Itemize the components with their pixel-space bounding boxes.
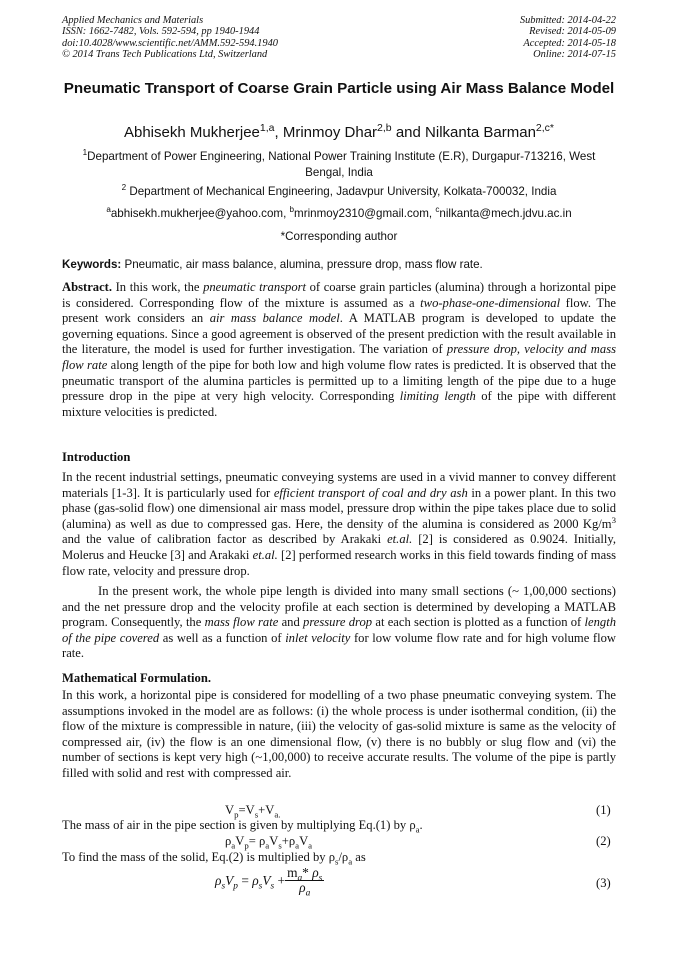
eq-sub: a bbox=[295, 840, 300, 851]
eq-sub: a bbox=[308, 840, 313, 851]
eq-symbol: +V bbox=[258, 803, 275, 817]
author-list bbox=[62, 124, 616, 142]
eq-symbol: V bbox=[225, 803, 235, 817]
author-separator: and bbox=[391, 124, 426, 141]
abstract-text: of coarse grain particles (alumina) through a horizontal pipe is considered. Corresponding flow of the mixture is assumed as a bbox=[62, 280, 616, 310]
eq-symbol: ρ bbox=[299, 880, 306, 895]
formulation-text-3 bbox=[62, 850, 616, 866]
abstract-emphasis: air mass balance model bbox=[209, 311, 340, 326]
eq-symbol: V bbox=[269, 834, 279, 848]
doi: doi:10.4028/www.scientific.net/AMM.592-594.1940 bbox=[62, 37, 278, 49]
eq-symbol: V bbox=[225, 873, 234, 888]
abstract-emphasis: limiting length bbox=[399, 389, 476, 404]
eq-sub: s bbox=[221, 881, 226, 892]
body-emphasis: efficient transport of coal and dry ash bbox=[273, 485, 468, 500]
eq-symbol: +ρ bbox=[281, 834, 296, 848]
body-emphasis: mass flow rate bbox=[204, 615, 279, 630]
eq-symbol: + bbox=[274, 873, 286, 888]
eq-fraction bbox=[285, 865, 324, 899]
section-heading-introduction: Introduction bbox=[62, 450, 131, 464]
abstract-text: along length of the pipe for both low and high volume flow rates is predicted. It is observed that the pneumatic transport of the alumina particles is permitted up to a limiting length of the pipe due to a huge pressure drop in the pipe at very high velocity. Corresponding bbox=[62, 357, 616, 404]
author-name: Mrinmoy Dhar bbox=[282, 124, 378, 141]
body-text: as well as a function of bbox=[159, 630, 286, 645]
eq-symbol: * bbox=[302, 865, 313, 880]
eq-sub: s bbox=[278, 840, 282, 851]
body-text: In the present work, the whole pipe length is divided into many small sections (~ 1,00,000 sections) and the net pressure drop and the velocity profile at each section is determined by developing a MATLAB program. Consequently, the bbox=[62, 584, 616, 630]
author-sup: 2,c* bbox=[535, 122, 555, 134]
equation-number: (1) bbox=[596, 803, 611, 817]
eq-sub: a bbox=[415, 824, 420, 835]
section-heading-formulation: Mathematical Formulation. bbox=[62, 671, 211, 685]
affiliation-number: 1 bbox=[82, 148, 88, 158]
author-sup: 2,b bbox=[377, 122, 392, 134]
author-emails bbox=[62, 206, 616, 222]
affiliation-text: Department of Mechanical Engineering, Jadavpur University, Kolkata-700032, India bbox=[126, 185, 557, 198]
email-link[interactable]: nilkanta@mech.jdvu.ac.in bbox=[439, 207, 572, 220]
eq-numerator bbox=[285, 865, 324, 884]
abstract-label: Abstract. bbox=[62, 280, 113, 294]
corresponding-author: *Corresponding author bbox=[280, 230, 398, 243]
affiliation-number: 2 bbox=[121, 183, 127, 193]
eq-sub: p bbox=[244, 840, 249, 851]
body-emphasis: et.al. bbox=[387, 532, 413, 547]
email-link[interactable]: mrinmoy2310@gmail.com, bbox=[294, 207, 436, 220]
abstract bbox=[62, 280, 616, 420]
eq-sub: s bbox=[258, 881, 263, 892]
body-text: The mass of air in the pipe section is given by multiplying Eq.(1) by ρ bbox=[62, 818, 416, 832]
eq-sub: s bbox=[254, 809, 259, 820]
submitted-date: Submitted: 2014-04-22 bbox=[519, 15, 616, 26]
online-date: Online: 2014-07-15 bbox=[533, 49, 616, 61]
eq-symbol: m bbox=[287, 865, 298, 880]
eq-sub: a bbox=[265, 840, 270, 851]
eq-symbol: = bbox=[237, 873, 253, 888]
eq-symbol: = ρ bbox=[248, 834, 266, 848]
eq-sub: a bbox=[231, 840, 236, 851]
eq-symbol: V bbox=[262, 873, 271, 888]
equation-number: (2) bbox=[596, 834, 611, 848]
author-name: Abhisekh Mukherjee bbox=[123, 124, 260, 141]
email-sup: c bbox=[435, 205, 440, 215]
journal-name: Applied Mechanics and Materials bbox=[62, 15, 204, 26]
accepted-date: Accepted: 2014-05-18 bbox=[523, 37, 616, 49]
eq-sub: p bbox=[233, 881, 238, 892]
eq-symbol: ρ bbox=[312, 865, 319, 880]
paper-title: Pneumatic Transport of Coarse Grain Particle using Air Mass Balance Model bbox=[63, 80, 615, 97]
author-sup: 1,a bbox=[259, 122, 275, 134]
body-text: in a power plant. In this two phase (gas-solid flow) one dimensional air mass model, pressure drop within the pipe takes place due to solid (alumina) as well as due to compressed gas. Here, the density of the alumina is considered as 2000 Kg/m bbox=[62, 485, 616, 531]
abstract-emphasis: pressure drop, velocity and mass flow rate bbox=[62, 342, 616, 372]
introduction-paragraph-2 bbox=[62, 584, 616, 662]
eq-sub: s bbox=[270, 881, 275, 892]
email-sup: a bbox=[106, 205, 111, 215]
eq-sub: s bbox=[318, 873, 323, 884]
eq-symbol: ρ bbox=[225, 834, 232, 848]
body-text: /ρ bbox=[338, 850, 349, 864]
abstract-text: flow. The present work considers an bbox=[62, 295, 616, 326]
body-text: and the value of calibration factor as described by Arakaki bbox=[62, 532, 388, 547]
body-text: . bbox=[419, 818, 423, 832]
body-text: for low volume flow rate and for high volume flow rate. bbox=[62, 630, 616, 661]
eq-symbol: ρ bbox=[252, 873, 259, 888]
issn: ISSN: 1662-7482, Vols. 592-594, pp 1940-1944 bbox=[62, 26, 260, 38]
body-text: [2] is considered as 0.9024. Initially, Molerus and Heucke [3] and Arakaki bbox=[62, 532, 616, 562]
copyright: © 2014 Trans Tech Publications Ltd, Switzerland bbox=[62, 49, 268, 61]
body-text: To find the mass of the solid, Eq.(2) is multiplied by ρ bbox=[62, 850, 335, 864]
abstract-text: . A MATLAB program is developed to update the governing equations. Since a good agreement is observed of the present prediction with the result available in the literature, the model is used for further investigation. The variation of bbox=[62, 311, 616, 357]
keywords-label: Keywords: bbox=[62, 258, 122, 271]
body-emphasis: pressure drop bbox=[303, 615, 373, 630]
eq-sub: a bbox=[305, 888, 311, 899]
author-separator: , bbox=[274, 124, 283, 141]
eq-sub: p bbox=[234, 809, 239, 820]
abstract-emphasis: pneumatic transport bbox=[203, 280, 307, 294]
body-text: In the recent industrial settings, pneumatic conveying systems are used in a vivid manner to convey different materials [1-3]. It is particularly used for bbox=[62, 470, 616, 500]
affiliation-text: Department of Power Engineering, National Power Training Institute (E.R), Durgapur-713216, West Bengal, India bbox=[87, 150, 596, 179]
eq-symbol: V bbox=[235, 834, 245, 848]
body-text: [2] performed research works in this field towards finding of mass flow rate, velocity and pressure drop. bbox=[62, 547, 616, 578]
journal-header-right bbox=[520, 15, 616, 61]
author-name: Nilkanta Barman bbox=[425, 124, 536, 141]
eq-symbol: ρ bbox=[215, 873, 222, 888]
equation-3 bbox=[215, 865, 324, 899]
journal-header-left bbox=[62, 15, 278, 61]
affiliation-1 bbox=[62, 149, 616, 180]
body-text: at each section is plotted as a function of bbox=[372, 615, 585, 630]
body-text: as bbox=[352, 850, 366, 864]
equation-2 bbox=[225, 834, 312, 849]
eq-symbol: V bbox=[299, 834, 309, 848]
formulation-paragraph: In this work, a horizontal pipe is considered for modelling of a two phase pneumatic conveying system. The assumptions invoked in the model are as follows: (i) the whole process is under isothermal condition, (ii) the flow of the mixture is compressible in nature, (iii) the velocity of gas-solid mixture is same as the velocity of compressed air, (iv) the flow is an one dimensional flow, (v) there is no bubbly or slug flow and (vi) the number of sections is kept very high (~1,00,000) to receive accurate results. The volume of the pipe is partly filled with solid and rest with compressed air. bbox=[62, 688, 616, 780]
body-emphasis: length of the pipe covered bbox=[62, 615, 617, 645]
eq-sub: a. bbox=[274, 809, 281, 820]
introduction-paragraph-1 bbox=[62, 470, 616, 579]
abstract-text: of the pipe with different mixture velocities is predicted. bbox=[62, 389, 616, 419]
keywords bbox=[62, 257, 616, 272]
body-emphasis: inlet velocity bbox=[285, 630, 351, 645]
eq-symbol: =V bbox=[238, 803, 255, 817]
email-link[interactable]: abhisekh.mukherjee@yahoo.com, bbox=[110, 207, 290, 220]
eq-sub: a bbox=[297, 873, 303, 884]
equation-1 bbox=[225, 803, 280, 818]
email-sup: b bbox=[289, 205, 295, 215]
abstract-emphasis: two-phase-one-dimensional bbox=[420, 295, 561, 310]
superscript: 3 bbox=[611, 514, 616, 525]
body-emphasis: et.al. bbox=[252, 547, 278, 562]
revised-date: Revised: 2014-05-09 bbox=[529, 26, 616, 38]
body-text: and bbox=[278, 615, 304, 630]
affiliation-2 bbox=[62, 184, 616, 200]
formulation-text-2 bbox=[62, 818, 616, 834]
keywords-text: Pneumatic, air mass balance, alumina, pressure drop, mass flow rate. bbox=[121, 258, 483, 271]
equation-number: (3) bbox=[596, 876, 611, 890]
eq-sub: s bbox=[335, 856, 339, 867]
eq-sub: a bbox=[348, 856, 353, 867]
abstract-text: In this work, the bbox=[112, 280, 204, 294]
